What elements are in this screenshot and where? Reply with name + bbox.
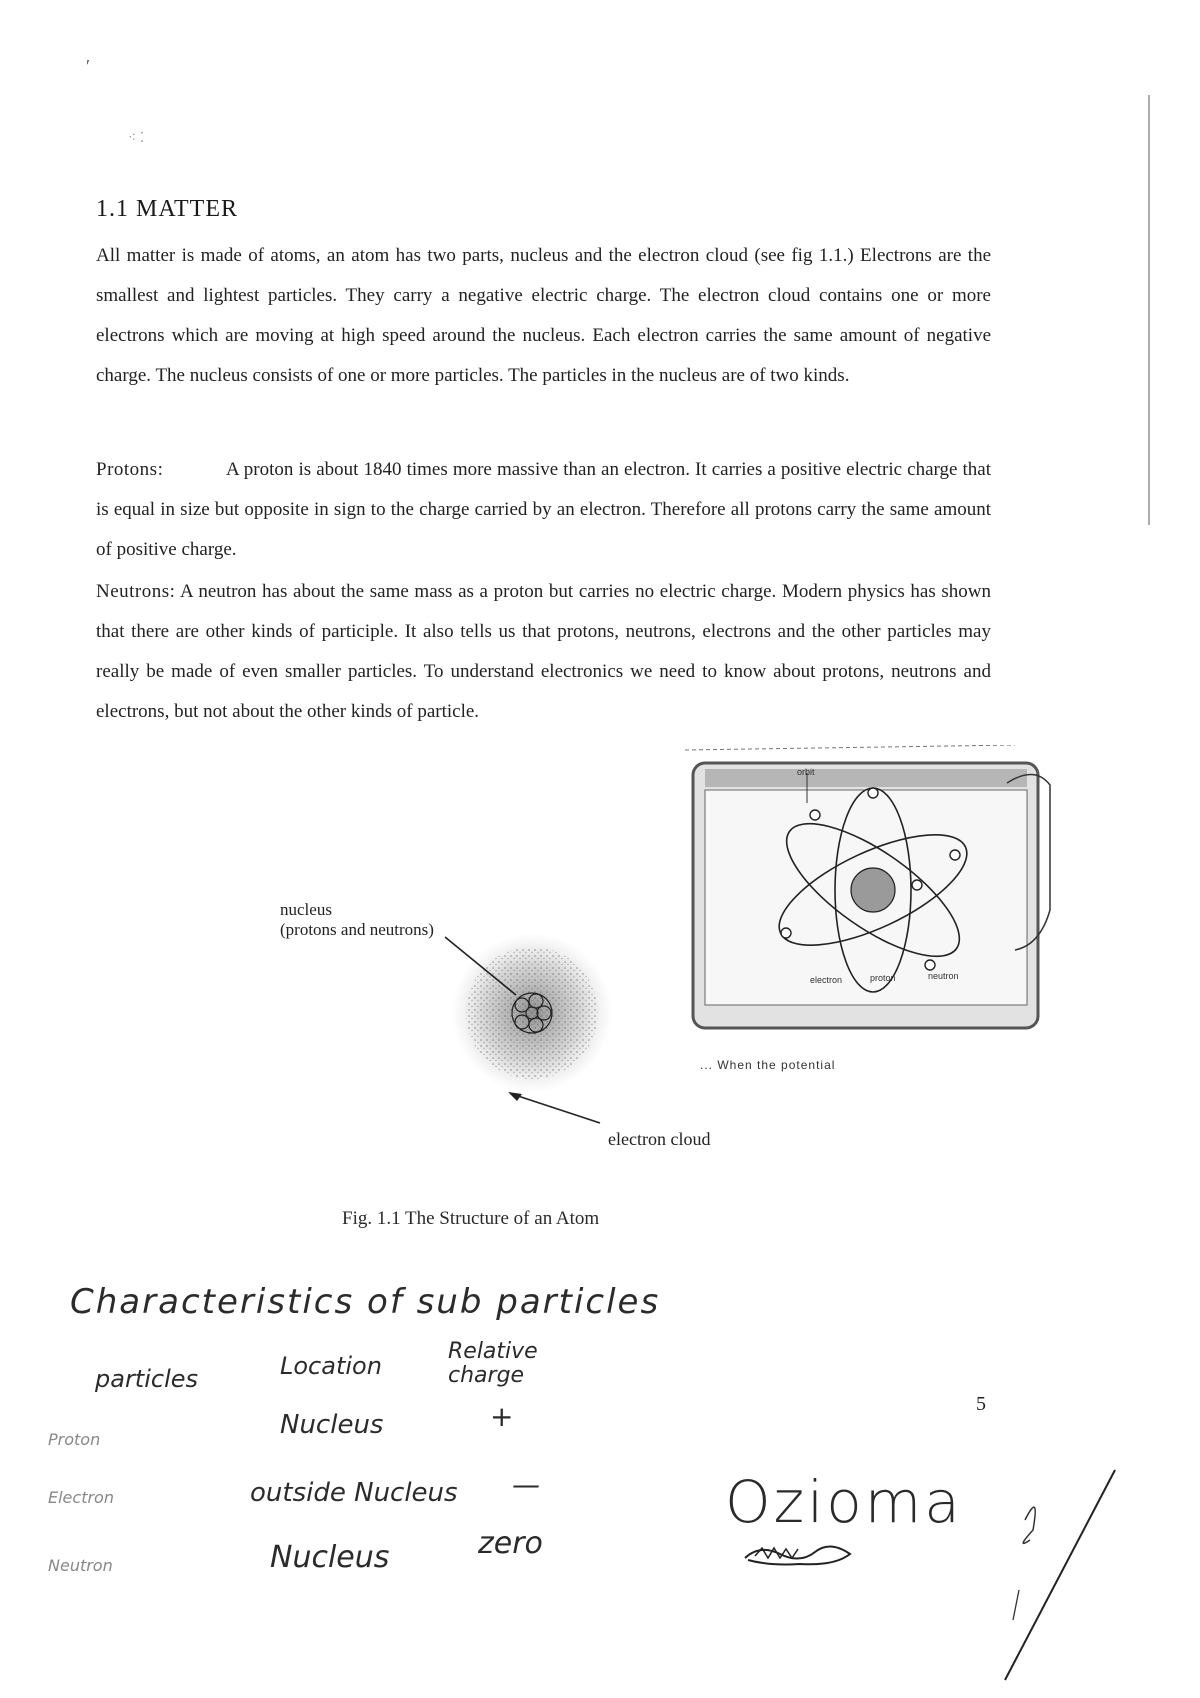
electron-cloud-label: electron cloud	[608, 1129, 711, 1149]
cloud-pointer-arrowhead	[508, 1092, 522, 1101]
handwritten-header-particles: particles	[95, 1365, 199, 1393]
orbit-label: orbit	[797, 767, 815, 777]
neutrons-text: A neutron has about the same mass as a proton but carries no electric charge. Modern physics has shown that there are other kinds of participle. It also tells us that protons, neutrons, electrons and the other particles may really be made of even smaller particles. To understand electronics we need to know about protons, neutrons and electrons, but not about the other kinds of particle.	[96, 581, 991, 722]
scan-trace-line	[685, 745, 1015, 750]
handwritten-particle-3: Neutron	[48, 1556, 113, 1575]
term-neutrons: Neutrons:	[96, 581, 176, 602]
handwritten-title: Characteristics of sub particles	[70, 1282, 661, 1322]
figure-caption: Fig. 1.1 The Structure of an Atom	[342, 1208, 600, 1229]
inset-neutron-label: neutron	[928, 971, 959, 981]
handwritten-location-3: Nucleus	[270, 1540, 390, 1575]
scan-speck: ′	[86, 56, 90, 76]
handwritten-particle-2: Electron	[48, 1488, 114, 1507]
handwritten-header-charge: Relative charge	[448, 1339, 538, 1388]
signature-scribble	[740, 1540, 860, 1570]
cloud-pointer	[515, 1095, 600, 1123]
scan-edge-line	[1148, 95, 1150, 525]
handwritten-charge-2: —	[512, 1468, 540, 1501]
inset-titlebar	[705, 769, 1027, 787]
section-heading: 1.1 MATTER	[96, 196, 238, 222]
handwritten-charge-3: zero	[478, 1526, 543, 1561]
atom-orbit-inset	[685, 745, 1055, 1035]
nucleus-label: nucleus	[280, 900, 332, 919]
paragraph-protons	[96, 450, 991, 570]
paragraph-matter: All matter is made of atoms, an atom has two parts, nucleus and the electron cloud (see fig 1.1.) Electrons are the smallest and lightest particles. They carry a negative electric charge. The electron cloud contains one or more electrons which are moving at high speed around the nucleus. Each electron carries the same amount of negative charge. The nucleus consists of one or more particles. The particles in the nucleus are of two kinds.	[96, 245, 991, 386]
handwritten-signature-name: Ozioma	[725, 1468, 963, 1536]
term-protons: Protons:	[96, 459, 164, 480]
handwritten-location-2: outside Nucleus	[250, 1478, 458, 1508]
inset-nucleus	[851, 868, 895, 912]
inset-electron-label: electron	[810, 975, 843, 985]
handwritten-charge-1: +	[490, 1400, 514, 1433]
inset-proton-label: proton	[870, 973, 896, 983]
nucleus-sublabel: (protons and neutrons)	[280, 920, 434, 939]
handwritten-location-1: Nucleus	[280, 1410, 384, 1440]
handwritten-header-location: Location	[280, 1352, 382, 1380]
cropped-text-fragment: ... When the potential	[700, 1058, 836, 1072]
page-number: 5	[976, 1393, 986, 1415]
handwritten-particle-1: Proton	[48, 1430, 101, 1449]
margin-scribble	[985, 1450, 1125, 1690]
electron-cloud-dots	[466, 947, 598, 1079]
paragraph-neutrons	[96, 572, 991, 732]
scan-speck: ⁖ ⁚	[128, 131, 145, 146]
protons-text: A proton is about 1840 times more massive than an electron. It carries a positive electric charge that is equal in size but opposite in sign to the charge carried by an electron. Therefore all protons carry the same amount of positive charge.	[96, 459, 992, 560]
